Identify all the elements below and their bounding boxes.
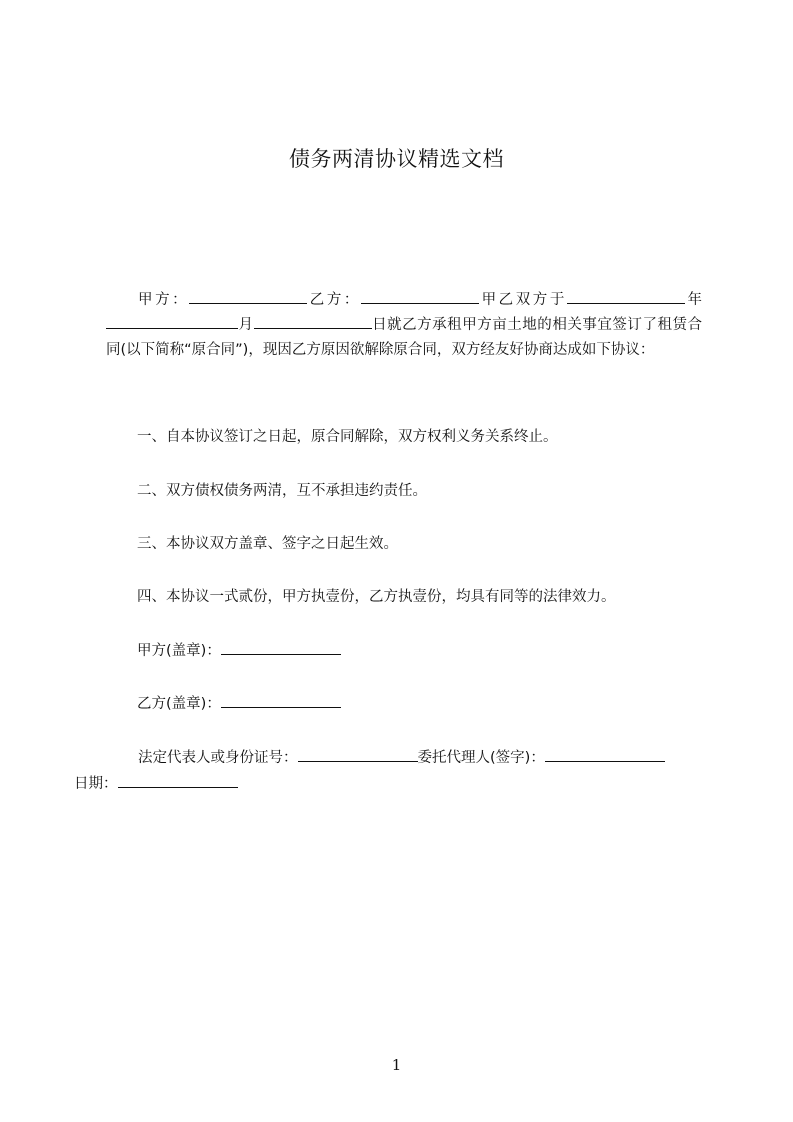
legal-rep-label: 法定代表人或身份证号： (138, 750, 298, 766)
party-a-label: 甲方： (138, 292, 190, 308)
document-title: 债务两清协议精选文档 (289, 147, 504, 171)
legal-rep-blank (298, 760, 418, 762)
month-blank (254, 327, 372, 329)
agent-label: 委托代理人(签字)： (417, 750, 545, 766)
party-b-seal-line (137, 692, 341, 713)
month-label: 月 (238, 317, 254, 333)
party-b-label: 乙方： (307, 292, 362, 308)
date-line (74, 771, 238, 797)
clause-1: 一、自本协议签订之日起，原合同解除，双方权利义务关系终止。 (137, 429, 558, 445)
party-a-seal-line (137, 639, 341, 660)
date-blank (118, 786, 238, 788)
year-blank (567, 302, 685, 304)
party-a-seal-label: 甲方(盖章)： (137, 643, 221, 659)
year-tail-blank (106, 327, 238, 329)
representative-paragraph (74, 745, 702, 797)
clause-3: 三、本协议双方盖章、签字之日起生效。 (137, 536, 398, 552)
clause-2: 二、双方债权债务两清，互不承担违约责任。 (137, 483, 427, 499)
clause-4: 四、本协议一式贰份，甲方执壹份，乙方执壹份，均具有同等的法律效力。 (137, 589, 616, 605)
party-b-blank (361, 302, 479, 304)
intro-paragraph (106, 288, 702, 363)
party-a-blank (189, 302, 307, 304)
agent-blank (545, 760, 665, 762)
party-b-seal-label: 乙方(盖章)： (137, 696, 221, 712)
party-a-seal-blank (221, 653, 341, 655)
year-label: 年 (684, 292, 703, 308)
intro-body-text: 日就乙方承租甲方亩土地的相关事宜签订了租赁合同(以下简称“原合同”)，现因乙方原因欲解除原合同，双方经友好协商达成如下协议： (106, 317, 703, 358)
date-label: 日期： (74, 776, 118, 792)
date-lead-text: 甲乙双方于 (479, 292, 567, 308)
party-b-seal-blank (221, 706, 341, 708)
page-number: 1 (391, 1056, 402, 1074)
